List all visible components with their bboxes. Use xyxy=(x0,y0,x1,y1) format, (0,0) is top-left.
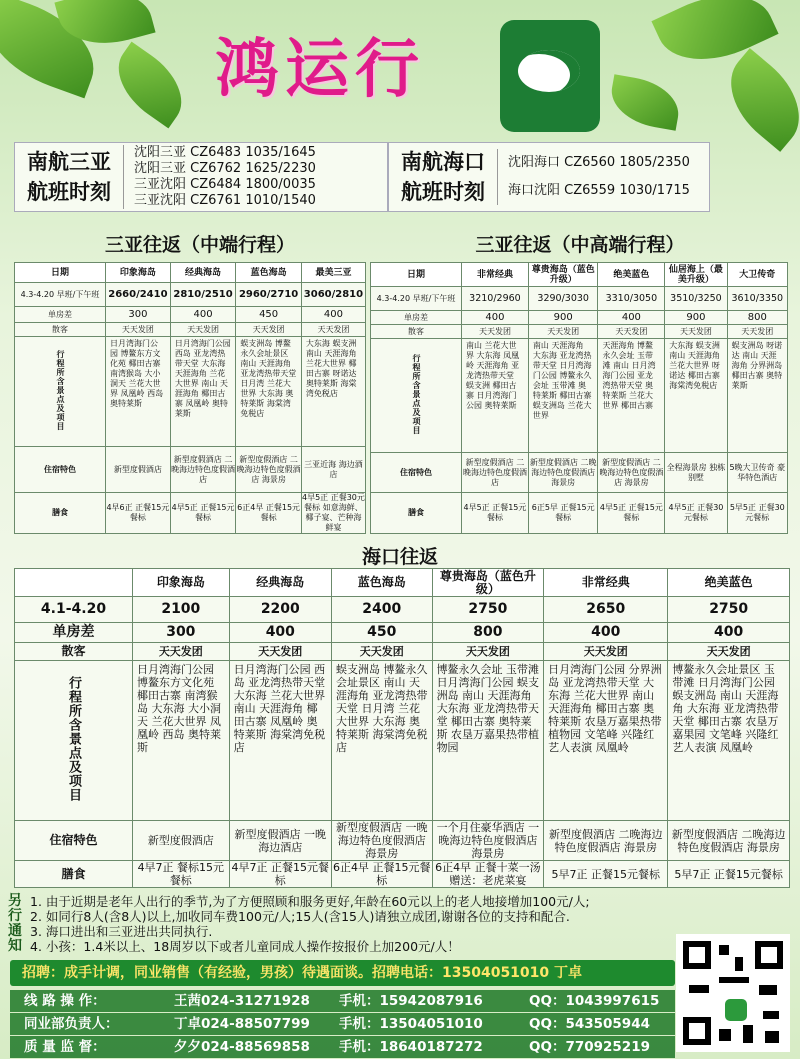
price-cell: 2660/2410 xyxy=(106,283,171,307)
single-cell: 400 xyxy=(462,311,529,325)
meal-cell: 4早7正 正餐15元餐标 xyxy=(229,861,331,888)
single-cell: 300 xyxy=(106,307,171,323)
hotel-cell: 5晚大卫传奇 豪华特色酒店 xyxy=(727,453,787,493)
col-header: 蓝色海岛 xyxy=(331,569,432,597)
itin-cell: 蜈支洲岛 博鳌永久会址景区 南山 天涯海角 亚龙湾热带天堂 日月湾 兰花大世界 大东海 奥特莱斯 海棠湾免税店 xyxy=(236,337,302,447)
contacts-block xyxy=(10,990,675,1059)
contact-role: 同业部负责人： xyxy=(24,1016,119,1032)
meal-cell: 4早7正 餐标15元餐标 xyxy=(133,861,230,888)
tour-cell: 天天发团 xyxy=(106,323,171,337)
hotel-cell: 一个月住豪华酒店 一晚海边特色度假酒店 海景房 xyxy=(432,821,544,861)
single-cell: 400 xyxy=(229,623,331,643)
header xyxy=(0,0,800,140)
tour-cell: 天天发团 xyxy=(528,325,598,339)
itin-cell: 蜈支洲岛 博鳌永久会址景区 南山 天涯海角 亚龙湾热带天堂 日月湾 兰花大世界 大东海 奥特莱斯 海棠湾免税店 xyxy=(331,661,432,821)
col-header xyxy=(15,569,133,597)
col-header: 蓝色海岛 xyxy=(236,263,302,283)
date-cell: 4.3-4.20 早班/下午班 xyxy=(15,283,106,307)
price-cell: 3060/2810 xyxy=(301,283,365,307)
col-header: 仙居海上（最美升级） xyxy=(665,263,727,287)
contact-qq: QQ：770925219 xyxy=(529,1039,650,1055)
row-label: 单房差 xyxy=(15,307,106,323)
contact-row xyxy=(10,1036,675,1058)
single-cell: 400 xyxy=(544,623,668,643)
haikou-flight-title: 南航海口 xyxy=(401,150,485,174)
hotel-cell: 新型度假酒店 一晚海边酒店 xyxy=(229,821,331,861)
col-header: 非常经典 xyxy=(544,569,668,597)
row-label: 膳食 xyxy=(371,493,462,534)
meal-cell: 5早5正 正餐30元餐标 xyxy=(727,493,787,534)
note-line: 2. 如同行8人(含8人)以上,加收同车费100元/人;15人(含15人)请独立成团,谢谢各位的支持和配合. xyxy=(30,909,570,924)
hotel-cell: 新型度假酒店 二晚海边特色度假酒店 海景房 xyxy=(528,453,598,493)
sanya-flight-subtitle: 航班时刻 xyxy=(27,180,111,204)
haikou-title: 海口往返 xyxy=(361,546,438,568)
single-cell: 450 xyxy=(236,307,302,323)
col-header: 日期 xyxy=(371,263,462,287)
meal-cell: 6正5早 正餐15元餐标 xyxy=(528,493,598,534)
hotel-cell: 全程海景房 独栋别墅 xyxy=(665,453,727,493)
tour-cell: 天天发团 xyxy=(229,643,331,661)
haikou-flight-subtitle: 航班时刻 xyxy=(401,180,485,204)
contact-qq: QQ：543505944 xyxy=(529,1016,650,1032)
price-cell: 2100 xyxy=(133,597,230,623)
tour-cell: 天天发团 xyxy=(665,325,727,339)
sanya-mid-table xyxy=(14,262,366,534)
itin-cell: 大东海 蜈支洲 南山 天涯海角 兰花大世界 椰田古寨 呀诺达 奥特莱斯 海棠湾免税店 xyxy=(301,337,365,447)
price-cell: 2810/2510 xyxy=(170,283,236,307)
contact-mobile: 手机：13504051010 xyxy=(339,1016,483,1032)
itin-label: 行程所含景点及项目 xyxy=(66,676,81,802)
col-header: 经典海岛 xyxy=(229,569,331,597)
qr-code-icon[interactable] xyxy=(676,934,790,1052)
tour-cell: 天天发团 xyxy=(432,643,544,661)
haikou-flight-panel xyxy=(388,142,710,212)
flight-line: 沈阳海口 CZ6560 1805/2350 xyxy=(508,155,690,170)
tour-cell: 天天发团 xyxy=(331,643,432,661)
itin-label: 行程所含景点及项目 xyxy=(56,349,65,431)
col-header: 大卫传奇 xyxy=(727,263,787,287)
price-cell: 2960/2710 xyxy=(236,283,302,307)
col-header: 尊贵海岛（蓝色升级） xyxy=(528,263,598,287)
hotel-cell: 新型度假酒店 二晚海边特色度假酒店 海景房 xyxy=(544,821,668,861)
single-cell: 400 xyxy=(598,311,665,325)
itin-cell: 天涯海角 博鳌永久会址 玉带滩 南山 日月湾海门公园 亚龙湾热带天堂 奥特莱斯 兰花大世界 椰田古寨 xyxy=(598,339,665,453)
price-cell: 3310/3050 xyxy=(598,287,665,311)
single-cell: 800 xyxy=(727,311,787,325)
sanya-mid-title: 三亚往返（中端行程） xyxy=(104,234,295,256)
contact-role: 质 量 监 督： xyxy=(24,1039,106,1055)
hotel-cell: 新型度假酒店 xyxy=(106,447,171,493)
hotel-cell: 新型度假酒店 xyxy=(133,821,230,861)
hotel-cell: 新型度假酒店 二晚海边特色度假酒店 xyxy=(462,453,529,493)
price-cell: 3610/3350 xyxy=(727,287,787,311)
leaf-decoration xyxy=(103,42,197,129)
row-label xyxy=(15,337,106,447)
hotel-cell: 新型度假酒店 二晚海边特色度假酒店 海景房 xyxy=(668,821,790,861)
tour-cell: 天天发团 xyxy=(727,325,787,339)
single-cell: 400 xyxy=(301,307,365,323)
contact-tel: 丁卓024-88507799 xyxy=(174,1016,310,1032)
contact-row xyxy=(10,990,675,1012)
notes-key: 知 xyxy=(8,938,22,954)
row-label: 住宿特色 xyxy=(371,453,462,493)
row-label xyxy=(15,661,133,821)
price-cell: 2400 xyxy=(331,597,432,623)
meal-cell: 6正4早 正餐15元餐标 xyxy=(333,861,431,887)
single-cell: 450 xyxy=(331,623,432,643)
date-cell: 4.3-4.20 早班/下午班 xyxy=(371,287,462,311)
itin-cell: 大东海 蜈支洲 南山 天涯海角 兰花大世界 呀诺达 椰田古寨 海棠湾免税店 xyxy=(665,339,727,453)
haikou-table xyxy=(14,568,790,888)
price-cell: 3290/3030 xyxy=(528,287,598,311)
row-label: 散客 xyxy=(15,643,133,661)
single-cell: 900 xyxy=(665,311,727,325)
meal-cell: 4早6正 正餐15元餐标 xyxy=(106,493,171,534)
single-cell: 800 xyxy=(432,623,544,643)
sanya-high-title: 三亚往返（中高端行程） xyxy=(475,234,685,256)
row-label: 单房差 xyxy=(15,623,133,643)
single-cell: 400 xyxy=(668,623,790,643)
col-header: 印象海岛 xyxy=(133,569,230,597)
price-cell: 2750 xyxy=(668,597,790,623)
leaf-decoration xyxy=(607,74,684,130)
row-label: 膳食 xyxy=(15,861,133,888)
sanya-flight-panel xyxy=(14,142,388,212)
price-cell: 3510/3250 xyxy=(665,287,727,311)
note-line: 4. 小孩：1.4米以上、18周岁以下或者儿童同成人操作按报价上加200元/人！ xyxy=(30,939,460,954)
itin-cell: 日月湾海门公园 博鳌东方文化苑 椰田古寨 南湾猴岛 大东海 大小洞天 兰花大世界 凤凰岭 西岛 奥特莱斯 xyxy=(133,661,230,821)
itin-cell: 博鳌永久会址 玉带滩 日月湾海门公园 蜈支洲岛 南山 天涯海角 大东海 亚龙湾热带天堂 椰田古寨 奥特莱斯 农垦万嘉果热带植物园 xyxy=(432,661,544,821)
hotel-cell: 新型度假酒店 二晚海边特色度假酒店 海景房 xyxy=(598,453,665,493)
itin-cell: 日月湾海门公园 西岛 亚龙湾热带天堂 大东海 天涯海角 兰花大世界 南山 天涯海角 椰田古寨 凤凰岭 奥特莱斯 xyxy=(170,337,236,447)
contact-tel: 王茜024-31271928 xyxy=(174,993,310,1009)
sanya-high-table xyxy=(370,262,788,534)
col-header: 印象海岛 xyxy=(106,263,171,283)
row-label: 单房差 xyxy=(371,311,462,325)
flight-line: 三亚沈阳 CZ6484 1800/0035 xyxy=(134,177,316,192)
row-label: 住宿特色 xyxy=(15,447,106,493)
meal-cell: 4早5正 正餐30元餐标 如意海鲜、椰子宴、芒种海鲜宴 xyxy=(302,493,365,532)
col-header: 最美三亚 xyxy=(301,263,365,283)
contact-role: 线 路 操 作： xyxy=(24,993,106,1009)
meal-cell: 5早7正 正餐15元餐标 xyxy=(544,861,668,888)
itin-cell: 南山 天涯海角 大东海 亚龙湾热带天堂 日月湾海门公园 博鳌永久会址 玉带滩 奥特莱斯 椰田古寨 蜈支洲岛 兰花大世界 xyxy=(528,339,598,453)
tour-cell: 天天发团 xyxy=(598,325,665,339)
price-cell: 2750 xyxy=(432,597,544,623)
sanya-flight-title: 南航三亚 xyxy=(27,150,111,174)
notes-key: 另 xyxy=(8,893,22,909)
itin-cell: 南山 兰花大世界 大东海 凤凰岭 天涯海角 亚龙湾热带天堂 蜈支洲 椰田古寨 日月湾海门公园 奥特莱斯 xyxy=(462,339,529,453)
recruit-banner: 招聘：成手计调，同业销售（有经验，男孩）待遇面谈。招聘电话：13504051010 丁卓 xyxy=(10,960,675,986)
row-label: 散客 xyxy=(371,325,462,339)
row-label: 住宿特色 xyxy=(15,821,133,861)
leaf-decoration xyxy=(711,48,800,152)
col-header: 经典海岛 xyxy=(170,263,236,283)
notes-key: 通 xyxy=(8,923,22,939)
meal-cell: 6正4早 正餐15元餐标 xyxy=(236,493,302,534)
logo-text: 鸿运行 xyxy=(215,32,425,107)
meal-cell: 4早5正 正餐30元餐标 xyxy=(665,493,727,534)
flight-line: 三亚沈阳 CZ6761 1010/1540 xyxy=(134,193,316,208)
contact-qq: QQ：1043997615 xyxy=(529,993,660,1009)
tour-cell: 天天发团 xyxy=(133,643,230,661)
hotel-cell: 新型度假酒店 一晚海边特色度假酒店 海景房 xyxy=(331,821,432,861)
tour-cell: 天天发团 xyxy=(170,323,236,337)
tour-cell: 天天发团 xyxy=(236,323,302,337)
price-cell: 3210/2960 xyxy=(462,287,529,311)
col-header: 尊贵海岛（蓝色升级） xyxy=(432,569,544,597)
single-cell: 400 xyxy=(170,307,236,323)
hotel-cell: 新型度假酒店 二晚海边特色度假酒店 xyxy=(170,447,236,493)
meal-cell: 4早5正 正餐15元餐标 xyxy=(170,493,236,534)
itin-cell: 博鳌永久会址景区 玉带滩 日月湾海门公园 蜈支洲岛 南山 天涯海角 大东海 亚龙湾热带天堂 椰田古寨 农垦万嘉果园 文笔峰 兴隆红艺人表演 凤凰岭 xyxy=(668,661,790,821)
flight-line: 海口沈阳 CZ6559 1030/1715 xyxy=(508,183,690,198)
tour-cell: 天天发团 xyxy=(462,325,529,339)
notes-key: 行 xyxy=(8,908,22,924)
hotel-cell: 新型度假酒店 二晚海边特色度假酒店 海景房 xyxy=(236,447,302,493)
brand-emblem xyxy=(500,20,600,132)
col-header: 日期 xyxy=(15,263,106,283)
date-cell: 4.1-4.20 xyxy=(15,597,133,623)
flight-line: 沈阳三亚 CZ6483 1035/1645 xyxy=(134,145,316,160)
col-header: 绝美蓝色 xyxy=(668,569,790,597)
single-cell: 300 xyxy=(133,623,230,643)
tour-cell: 天天发团 xyxy=(544,643,668,661)
row-label: 膳食 xyxy=(15,493,106,534)
tour-cell: 天天发团 xyxy=(668,643,790,661)
contact-row xyxy=(10,1013,675,1035)
meal-cell: 4早5正 正餐15元餐标 xyxy=(462,493,529,534)
note-line: 1. 由于近期是老年人出行的季节,为了方便照顾和服务更好,年龄在60元以上的老人地接增加100元/人; xyxy=(30,894,590,909)
contact-mobile: 手机：15942087916 xyxy=(339,993,483,1009)
hotel-cell: 三亚近海 海边酒店 xyxy=(301,447,365,493)
itin-label: 行程所含景点及项目 xyxy=(412,353,421,435)
itin-cell: 日月湾海门公园 西岛 亚龙湾热带天堂 大东海 兰花大世界 南山 天涯海角 椰田古寨 凤凰岭 奥特莱斯 海棠湾免税店 xyxy=(229,661,331,821)
col-header: 非常经典 xyxy=(462,263,529,287)
row-label: 散客 xyxy=(15,323,106,337)
note-line: 3. 海口进出和三亚进出共同执行. xyxy=(30,924,213,939)
itin-cell: 蜈支洲岛 呀诺达 南山 天涯海角 分界洲岛 椰田古寨 奥特莱斯 xyxy=(727,339,787,453)
itin-cell: 日月湾海门公园 博鳌东方文化苑 椰田古寨 南湾猴岛 大小洞天 兰花大世界 凤凰岭 西岛 奥特莱斯 xyxy=(106,337,171,447)
single-cell: 900 xyxy=(528,311,598,325)
itin-cell: 日月湾海门公园 分界洲岛 亚龙湾热带天堂 大东海 兰花大世界 南山 天涯海角 椰田古寨 奥特莱斯 农垦万嘉果热带植物园 文笔峰 兴隆红艺人表演 凤凰岭 xyxy=(544,661,668,821)
tour-cell: 天天发团 xyxy=(301,323,365,337)
contact-mobile: 手机：18640187272 xyxy=(339,1039,483,1055)
flight-line: 沈阳三亚 CZ6762 1625/2230 xyxy=(134,161,316,176)
contact-tel: 夕夕024-88569858 xyxy=(174,1039,310,1055)
price-cell: 2200 xyxy=(229,597,331,623)
meal-cell: 4早5正 正餐15元餐标 xyxy=(598,493,665,534)
meal-cell: 5早7正 正餐15元餐标 xyxy=(668,861,790,888)
row-label xyxy=(371,339,462,453)
meal-cell: 6正4早 正餐十菜一汤 赠送：老虎菜宴 xyxy=(432,861,544,888)
price-cell: 2650 xyxy=(544,597,668,623)
col-header: 绝美蓝色 xyxy=(598,263,665,287)
